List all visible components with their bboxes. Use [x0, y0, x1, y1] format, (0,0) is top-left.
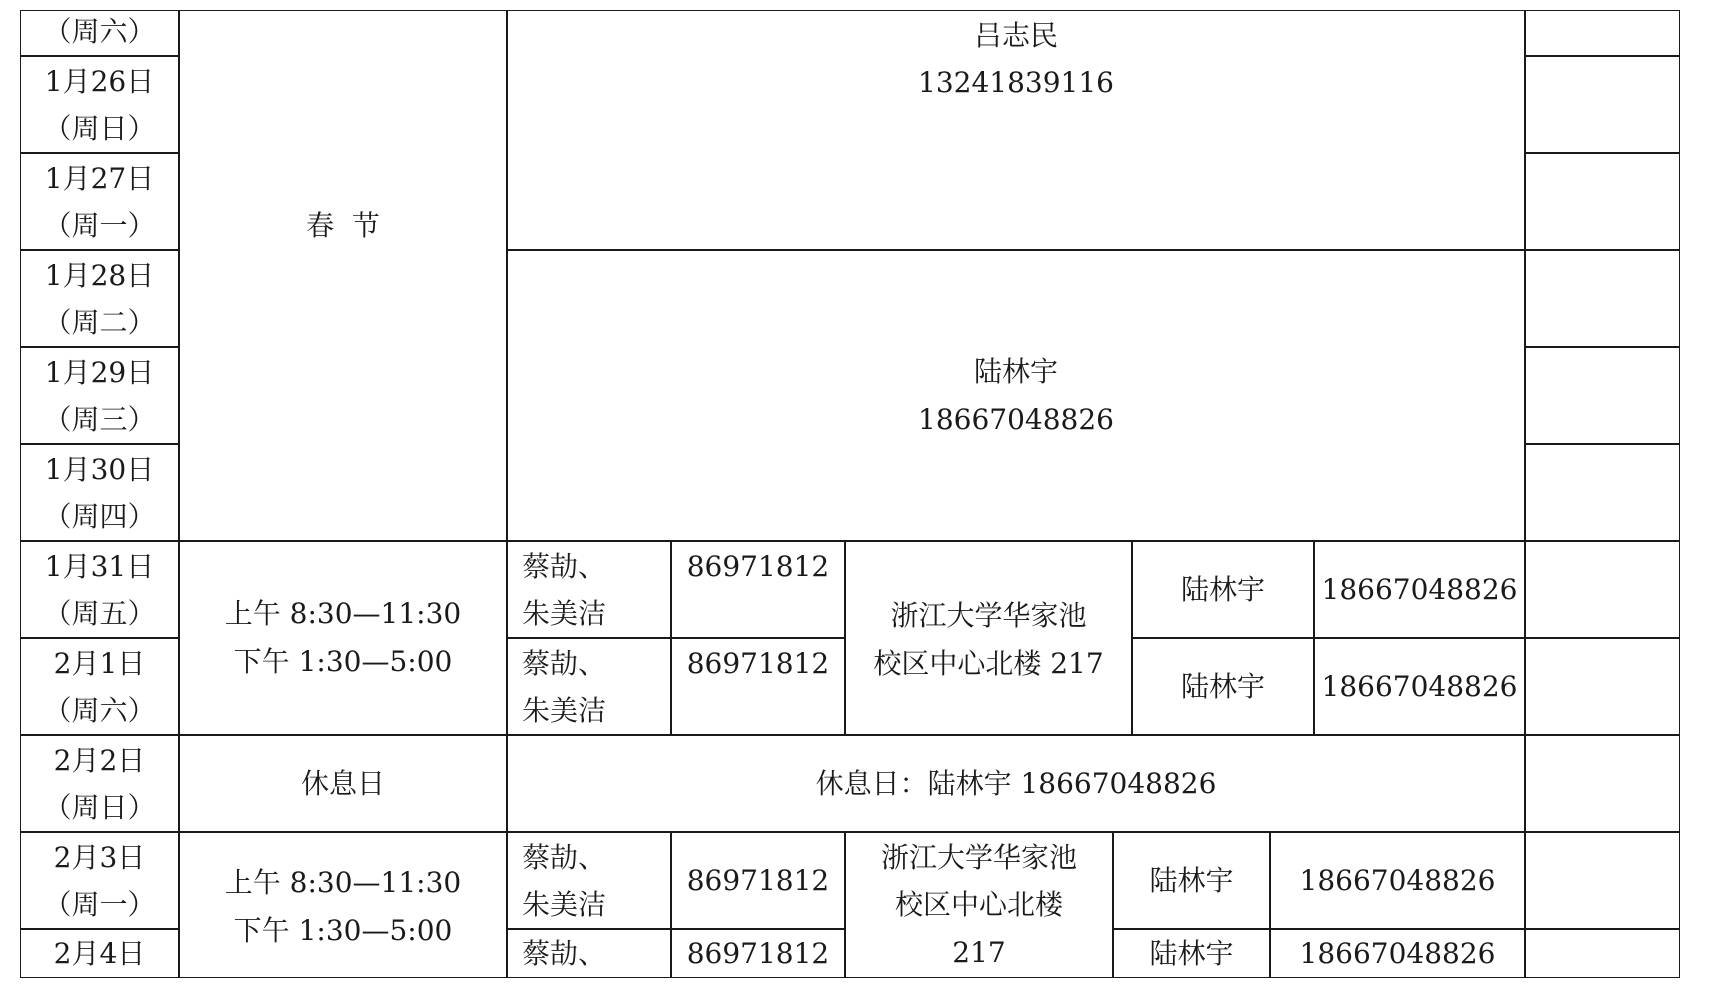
staff-name: 蔡劼、	[522, 647, 607, 680]
remark-cell	[1525, 347, 1680, 444]
date-cell	[20, 735, 179, 832]
date-cell	[20, 10, 179, 56]
date-label: 1月26日	[44, 65, 155, 98]
office-phone: 86971812	[686, 864, 830, 897]
location-cell	[845, 541, 1132, 735]
festival-cell	[179, 10, 507, 541]
remark-cell	[1525, 250, 1680, 347]
weekday-label: （周一）	[43, 888, 156, 921]
rest-day-cell	[179, 735, 507, 832]
phone-cell	[671, 541, 845, 638]
duty-phone: 18667048826	[1321, 670, 1518, 703]
staff-name: 朱美洁	[522, 694, 607, 727]
remark-cell	[1525, 541, 1680, 638]
date-cell	[20, 56, 179, 153]
weekday-label: （周日）	[43, 112, 156, 145]
remark-cell	[1525, 832, 1680, 929]
duty-name: 陆林宇	[1180, 670, 1265, 703]
date-label: 1月28日	[44, 259, 155, 292]
rest-day-label: 休息日	[300, 767, 385, 800]
festival-label: 春 节	[306, 209, 380, 242]
hours-cell	[179, 832, 507, 978]
date-label: 2月2日	[53, 744, 146, 777]
staff-cell	[507, 832, 671, 929]
remark-cell	[1525, 153, 1680, 250]
duty-phone: 13241839116	[918, 66, 1114, 99]
date-cell	[20, 541, 179, 638]
duty-name: 陆林宇	[973, 355, 1058, 388]
date-label: 1月30日	[44, 453, 155, 486]
date-cell	[20, 929, 179, 978]
staff-cell	[507, 541, 671, 638]
date-cell	[20, 638, 179, 735]
duty-name-cell	[1132, 541, 1314, 638]
staff-name: 朱美洁	[522, 888, 607, 921]
duty-name: 吕志民	[973, 19, 1058, 52]
duty-phone: 18667048826	[1299, 864, 1496, 897]
weekday-label: （周五）	[43, 597, 156, 630]
duty-phone-cell	[1270, 832, 1525, 929]
staff-cell	[507, 638, 671, 735]
remark-cell	[1525, 638, 1680, 735]
rest-day-info	[507, 735, 1525, 832]
weekday-label: （周三）	[43, 403, 156, 436]
location-line: 浙江大学华家池	[880, 841, 1077, 874]
date-label: 2月4日	[53, 937, 146, 970]
phone-cell	[671, 832, 845, 929]
hours-am: 上午 8:30—11:30	[224, 866, 462, 899]
weekday-label: （周日）	[43, 791, 156, 824]
staff-name: 朱美洁	[522, 597, 607, 630]
weekday-label: （周六）	[43, 15, 156, 48]
staff-name: 蔡劼、	[522, 937, 607, 970]
weekday-label: （周一）	[43, 209, 156, 242]
duty-phone: 18667048826	[918, 403, 1114, 436]
remark-cell	[1525, 56, 1680, 153]
date-cell	[20, 347, 179, 444]
office-phone: 86971812	[686, 647, 830, 680]
date-cell	[20, 444, 179, 541]
duty-name: 陆林宇	[1180, 573, 1265, 606]
date-label: 1月27日	[44, 162, 155, 195]
staff-name: 蔡劼、	[522, 550, 607, 583]
duty-block-lu	[507, 250, 1525, 541]
duty-name-cell	[1132, 638, 1314, 735]
weekday-label: （周六）	[43, 694, 156, 727]
office-phone: 86971812	[686, 550, 830, 583]
remark-cell	[1525, 444, 1680, 541]
staff-cell	[507, 929, 671, 978]
date-label: 1月31日	[44, 550, 155, 583]
weekday-label: （周四）	[43, 500, 156, 533]
duty-name: 陆林宇	[1149, 864, 1234, 897]
duty-phone-cell	[1270, 929, 1525, 978]
duty-name-cell	[1113, 832, 1270, 929]
duty-phone: 18667048826	[1299, 937, 1496, 970]
hours-pm: 下午 1:30—5:00	[233, 645, 453, 678]
duty-phone: 18667048826	[1321, 573, 1518, 606]
location-cell	[845, 832, 1113, 978]
location-line: 217	[952, 936, 1006, 969]
hours-am: 上午 8:30—11:30	[224, 597, 462, 630]
hours-cell	[179, 541, 507, 735]
date-cell	[20, 153, 179, 250]
hours-pm: 下午 1:30—5:00	[233, 914, 453, 947]
duty-phone-cell	[1314, 541, 1525, 638]
location-line: 浙江大学华家池	[890, 599, 1087, 632]
date-label: 1月29日	[44, 356, 155, 389]
phone-cell	[671, 638, 845, 735]
rest-day-text: 休息日：陆林宇 18667048826	[815, 767, 1217, 800]
duty-block-lv	[507, 10, 1525, 250]
duty-name-cell	[1113, 929, 1270, 978]
duty-name: 陆林宇	[1149, 937, 1234, 970]
phone-cell	[671, 929, 845, 978]
duty-phone-cell	[1314, 638, 1525, 735]
remark-cell	[1525, 929, 1680, 978]
date-cell	[20, 250, 179, 347]
staff-name: 蔡劼、	[522, 841, 607, 874]
remark-cell	[1525, 10, 1680, 56]
office-phone: 86971812	[686, 937, 830, 970]
date-label: 2月3日	[53, 841, 146, 874]
date-label: 2月1日	[53, 647, 146, 680]
weekday-label: （周二）	[43, 306, 156, 339]
remark-cell	[1525, 735, 1680, 832]
location-line: 校区中心北楼 217	[873, 647, 1104, 680]
location-line: 校区中心北楼	[894, 888, 1063, 921]
date-cell	[20, 832, 179, 929]
